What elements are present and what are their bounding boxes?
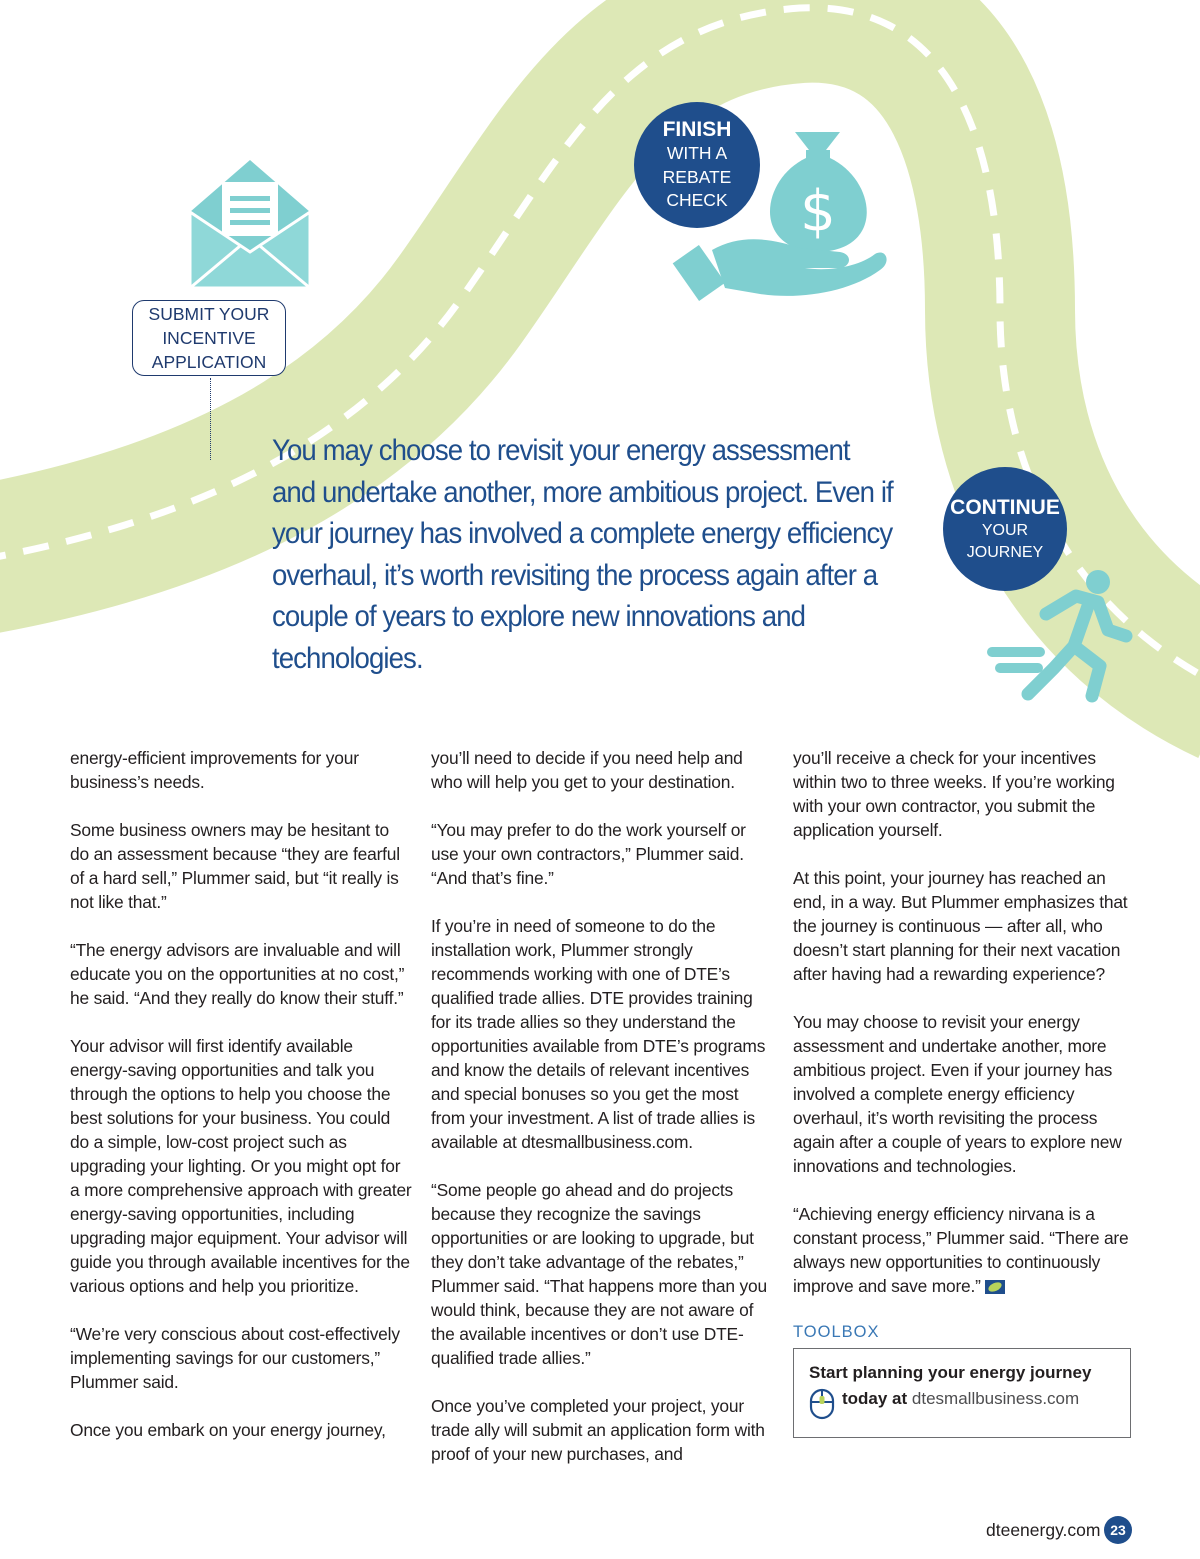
paragraph-text: “Achieving energy efficiency nirvana is a constant process,” Plummer said. “There are always new opportunities to continuously improve and save more.” [793, 1204, 1129, 1296]
toolbox-label: TOOLBOX [793, 1323, 880, 1341]
paragraph: Once you’ve completed your project, your trade ally will submit an application form with proof of your new purchases, and [431, 1396, 765, 1464]
paragraph: If you’re in need of someone to do the installation work, Plummer strongly recommends working with one of DTE’s qualified trade allies. DTE provides training for its trade allies so they understand the opportunities available from DTE’s programs and know the details of relevant incentives and special bonuses so you get the most from your investment. A list of trade allies is available at dtesmallbusiness.com. [431, 916, 766, 1152]
money-bag-icon [770, 132, 867, 252]
continue-badge-title: CONTINUE [950, 495, 1060, 519]
submit-label-line-1: SUBMIT YOUR [148, 304, 270, 324]
hand-icon [673, 239, 887, 301]
finish-badge-line-1: WITH A [666, 143, 728, 164]
finish-badge-line-3: CHECK [666, 190, 728, 211]
paragraph: energy-efficient improvements for your business’s needs. [70, 748, 359, 792]
toolbox-link[interactable]: dtesmallbusiness.com [911, 1389, 1080, 1408]
submit-label-line-2: INCENTIVE [162, 328, 256, 348]
finish-badge [634, 102, 760, 228]
footer-site: dteenergy.com [986, 1520, 1101, 1540]
submit-leader-line [210, 378, 211, 460]
text-column-1 [70, 746, 412, 1466]
paragraph: At this point, your journey has reached an end, in a way. But Plummer emphasizes that the journey is continuous — after all, who doesn’t start planning for their next vacation after having had a rewarding experience? [793, 868, 1128, 984]
paragraph: you’ll receive a check for your incentives within two to three weeks. If you’re working with your own contractor, you submit the application yourself. [793, 748, 1115, 840]
submit-label-line-3: APPLICATION [151, 352, 267, 372]
toolbox-cta-prefix: today at [842, 1389, 908, 1408]
continue-badge-line: YOUR JOURNEY [966, 521, 1044, 561]
pull-quote: You may choose to revisit your energy assessment and undertake another, more ambitious project. Even if your journey has involved a complete energy efficiency overhaul, it’s worth revisiting the process again after a couple of years to explore new innovations and technologies. [272, 434, 893, 675]
finish-badge-title: FINISH [662, 118, 732, 142]
submit-application-callout [132, 300, 286, 376]
paragraph: “Some people go ahead and do projects because they recognize the savings opportunities or are looking to upgrade, but they don’t take advantage of the rebates,” Plummer said. “That happens more than you would think, because they are not aware of the available incentives or don’t use DTE-qualified trade allies.” [431, 1180, 767, 1368]
paragraph: Your advisor will first identify available energy-saving opportunities and talk you through the options to help you choose the best solutions for your business. You could do a simple, low-cost project such as upgrading your lighting. Or you might opt for a more comprehensive approach with greater energy-saving opportunities, including upgrading major equipment. Your advisor will guide you through available incentives for the various options and help you prioritize. [70, 1036, 412, 1296]
toolbox-box [793, 1348, 1131, 1438]
envelope-icon [190, 160, 310, 288]
dollar-sign: $ [800, 179, 836, 244]
text-column-2 [431, 746, 773, 1490]
mouse-icon [808, 1387, 836, 1421]
paragraph: “You may prefer to do the work yourself or use your own contractors,” Plummer said. “And that’s fine.” [431, 820, 746, 888]
page-number: 23 [1104, 1516, 1132, 1544]
finish-badge-line-2: REBATE [662, 166, 732, 187]
paragraph: Once you embark on your energy journey, [70, 1420, 386, 1440]
paragraph: Some business owners may be hesitant to do an assessment because “they are fearful of a hard sell,” Plummer said, but “it really is not like that.” [70, 820, 400, 912]
paragraph: “The energy advisors are invaluable and will educate you on the opportunities at no cost,” he said. “And they really do know their stuff.” [70, 940, 405, 1008]
toolbox-cta [842, 1389, 1079, 1409]
paragraph: you’ll need to decide if you need help and who will help you get to your destination. [431, 748, 743, 792]
toolbox-heading: Start planning your energy journey [809, 1363, 1092, 1382]
paragraph: “We’re very conscious about cost-effectively implementing savings for our customers,” Plummer said. [70, 1324, 400, 1392]
paragraph-with-end-mark [793, 1202, 1135, 1298]
paragraph: You may choose to revisit your energy assessment and undertake another, more ambitious project. Even if your journey has involved a complete energy efficiency overhaul, it’s worth revisiting the process again after a couple of years to explore new innovations and technologies. [793, 1012, 1122, 1176]
continue-badge [943, 467, 1067, 591]
end-mark-leaf-icon [985, 1280, 1005, 1294]
text-column-3 [793, 746, 1135, 1322]
